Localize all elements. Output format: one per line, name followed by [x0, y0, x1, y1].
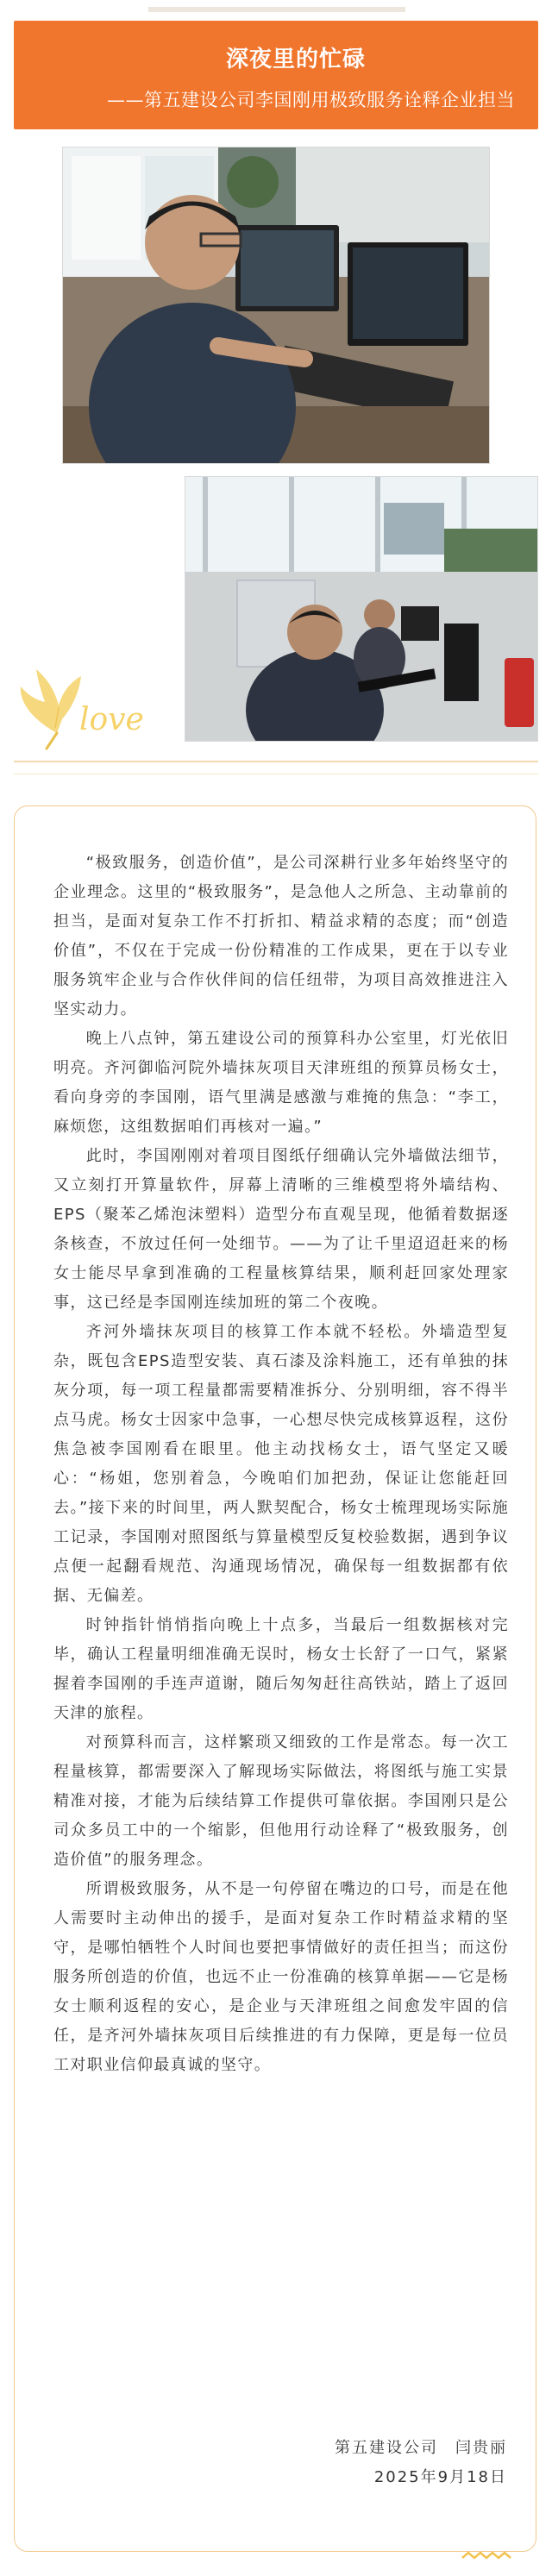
title-banner	[14, 21, 538, 129]
article-paragraph: 晚上八点钟，第五建设公司的预算科办公室里，灯光依旧明亮。齐河御临河院外墙抹灰项目天津班组的预算员杨女士，看向身旁的李国刚，语气里满是感激与难掩的焦急：“李工，麻烦您，这组数据咱们再核对一遍。”	[53, 1030, 509, 1136]
section-divider	[14, 761, 538, 762]
photo-illustration	[185, 477, 537, 741]
signature-author: 第五建设公司 闫贵丽	[335, 2439, 507, 2457]
page-subtitle: ——第五建设公司李国刚用极致服务诠释企业担当	[107, 90, 515, 110]
zigzag-ornament-icon	[461, 2549, 512, 2561]
article-paragraph: 此时，李国刚刚对着项目图纸仔细确认完外墙做法细节，又立刻打开算量软件，屏幕上清晰的三维模型将外墙结构、EPS（聚苯乙烯泡沫塑料）造型分布直观呈现，他循着数据逐条核查，不放过任何一处细节。——为了让千里迢迢赶来的杨女士能尽早拿到准确的工程量核算结果，顺利赶回家处理家事，这已经是李国刚连续加班的第二个夜晚。	[53, 1147, 509, 1312]
top-divider	[148, 7, 405, 12]
photo-office-worker-at-desk	[62, 147, 490, 464]
article-body	[53, 849, 509, 2080]
photo-illustration	[63, 147, 489, 463]
love-text: love	[79, 702, 144, 737]
article-paragraph: 时钟指针悄悄指向晚上十点多，当最后一组数据核对完毕，确认工程量明细准确无误时，杨女士长舒了一口气，紧紧握着李国刚的手连声道谢，随后匆匆赶往高铁站，踏上了返回天津的旅程。	[53, 1616, 509, 1722]
article-signature	[335, 2434, 507, 2492]
article-paragraph: 对预算科而言，这样繁琐又细致的工作是常态。每一次工程量核算，都需要深入了解现场实际做法，将图纸与施工实景精准对接，才能为后续结算工作提供可靠依据。李国刚只是公司众多员工中的一个缩影，但他用行动诠释了“极致服务，创造价值”的服务理念。	[53, 1733, 509, 1869]
article-paragraph: 所谓极致服务，从不是一句停留在嘴边的口号，而是在他人需要时主动伸出的援手，是面对复杂工作时精益求精的坚守，是哪怕牺牲个人时间也要把事情做好的责任担当；而这份服务所创造的价值，也远不止一份准确的核算单据——它是杨女士顺利返程的安心，是企业与天津班组之间愈发牢固的信任，是齐河外墙抹灰项目后续推进的有力保障，更是每一位员工对职业信仰最真诚的坚守。	[53, 1880, 509, 2074]
article-paragraph: “极致服务，创造价值”，是公司深耕行业多年始终坚守的企业理念。这里的“极致服务”，是急他人之所急、主动靠前的担当，是面对复杂工作不打折扣、精益求精的态度；而“创造价值”，不仅在于完成一份份精准的工作成果，更在于以专业服务筑牢企业与合作伙伴间的信任纽带，为项目高效推进注入坚实动力。	[53, 854, 509, 1018]
article-paragraph: 齐河外墙抹灰项目的核算工作本就不轻松。外墙造型复杂，既包含EPS造型安装、真石漆及涂料施工，还有单独的抹灰分项，每一项工程量都需要精准拆分、分别明细，容不得半点马虎。杨女士因家中急事，一心想尽快完成核算返程，这份焦急被李国刚看在眼里。他主动找杨女士，语气坚定又暖心：“杨姐，您别着急，今晚咱们加把劲，保证让您能赶回去。”接下来的时间里，两人默契配合，杨女士梳理现场实际施工记录，李国刚对照图纸与算量模型反复校验数据，遇到争议点便一起翻看规范、沟通现场情况，确保每一组数据都有依据、无偏差。	[53, 1323, 509, 1605]
page-title: 深夜里的忙碌	[226, 47, 367, 72]
signature-date: 2025年9月18日	[373, 2468, 507, 2486]
photo-two-colleagues-at-desk	[185, 476, 538, 742]
ginkgo-love-decoration	[12, 654, 154, 757]
ginkgo-leaf-icon	[12, 654, 154, 757]
